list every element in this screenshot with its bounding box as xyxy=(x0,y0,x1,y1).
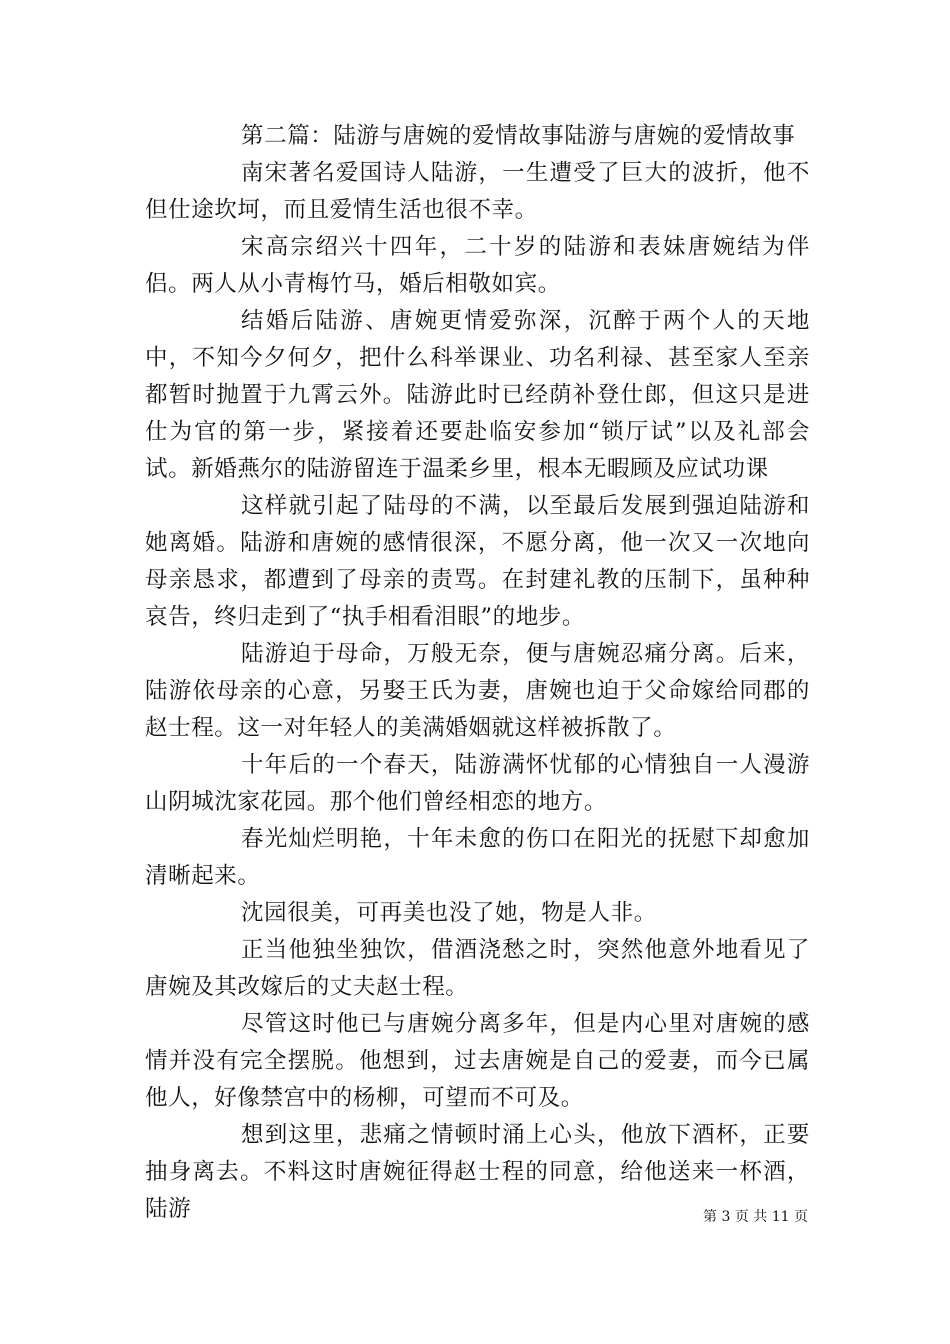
paragraph: 春光灿烂明艳，十年未愈的伤口在阳光的抚慰下却愈加清晰起来。 xyxy=(145,826,810,889)
paragraph: 结婚后陆游、唐婉更情爱弥深，沉醉于两个人的天地中，不知今夕何夕，把什么科举课业、功名利禄、甚至家人至亲都暂时抛置于九霄云外。陆游此时已经荫补登仕郎，但这只是进仕为官的第一步，紧接着还要赴临安参加“锁厅试”以及礼部会试。新婚燕尔的陆游留连于温柔乡里，根本无暇顾及应试功课 xyxy=(145,308,810,482)
document-body xyxy=(145,118,810,1228)
paragraph: 正当他独坐独饮，借酒浇愁之时，突然他意外地看见了唐婉及其改嫁后的丈夫赵士程。 xyxy=(145,937,810,1000)
paragraph: 南宋著名爱国诗人陆游，一生遭受了巨大的波折，他不但仕途坎坷，而且爱情生活也很不幸。 xyxy=(145,160,810,223)
paragraph: 宋高宗绍兴十四年，二十岁的陆游和表妹唐婉结为伴侣。两人从小青梅竹马，婚后相敬如宾。 xyxy=(145,234,810,297)
paragraph: 尽管这时他已与唐婉分离多年，但是内心里对唐婉的感情并没有完全摆脱。他想到，过去唐婉是自己的爱妻，而今已属他人，好像禁宫中的杨柳，可望而不可及。 xyxy=(145,1011,810,1111)
paragraph: 陆游迫于母命，万般无奈，便与唐婉忍痛分离。后来，陆游依母亲的心意，另娶王氏为妻，唐婉也迫于父命嫁给同郡的赵士程。这一对年轻人的美满婚姻就这样被拆散了。 xyxy=(145,641,810,741)
paragraph: 十年后的一个春天，陆游满怀忧郁的心情独自一人漫游山阴城沈家花园。那个他们曾经相恋的地方。 xyxy=(145,752,810,815)
page-number-footer: 第 3 页 共 11 页 xyxy=(703,1209,808,1225)
document-title: 第二篇：陆游与唐婉的爱情故事陆游与唐婉的爱情故事 xyxy=(241,123,796,149)
paragraph: 沈园很美，可再美也没了她，物是人非。 xyxy=(241,900,657,926)
paragraph: 想到这里，悲痛之情顿时涌上心头，他放下酒杯，正要抽身离去。不料这时唐婉征得赵士程的同意，给他送来一杯酒，陆游 xyxy=(145,1122,810,1222)
paragraph: 这样就引起了陆母的不满，以至最后发展到强迫陆游和她离婚。陆游和唐婉的感情很深，不愿分离，他一次又一次地向母亲恳求，都遭到了母亲的责骂。在封建礼教的压制下，虽种种哀告，终归走到了“执手相看泪眼”的地步。 xyxy=(145,493,810,630)
